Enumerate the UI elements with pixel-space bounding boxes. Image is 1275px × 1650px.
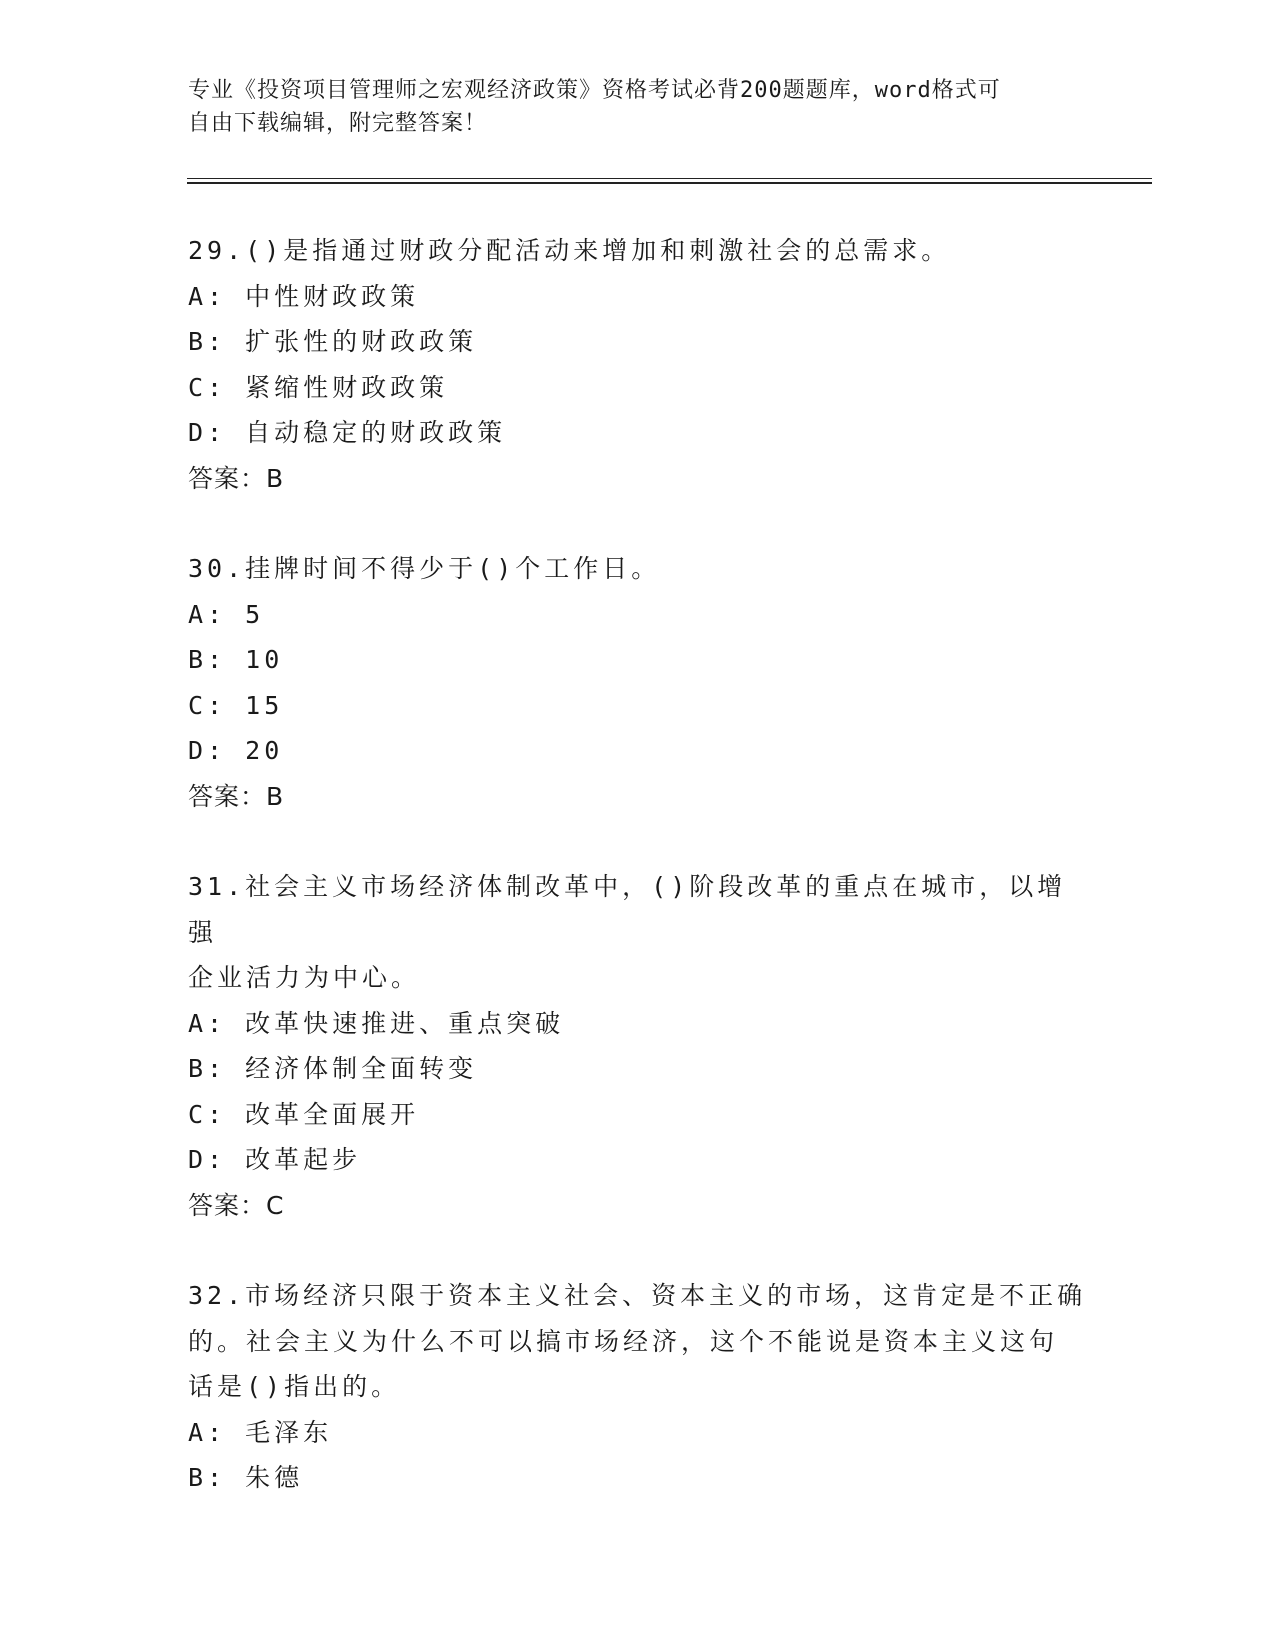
answer-key: 答案：B: [188, 781, 285, 811]
question-stem: 的。社会主义为什么不可以搞市场经济，这个不能说是资本主义这句: [188, 1326, 1059, 1356]
question-stem: 话是()指出的。: [188, 1372, 401, 1401]
answer-option: D: 改革起步: [188, 1145, 362, 1174]
header-line-1: 专业《投资项目管理师之宏观经济政策》资格考试必背200题题库，word格式可: [188, 78, 1001, 103]
question-block: [188, 1273, 1088, 1501]
answer-option: A: 毛泽东: [188, 1417, 333, 1447]
question-list: [188, 228, 1088, 1546]
question-stem: 29.()是指通过财政分配活动来增加和刺激社会的总需求。: [188, 236, 951, 265]
answer-option: D: 20: [188, 736, 284, 765]
question-stem: 32.市场经济只限于资本主义社会、资本主义的市场，这肯定是不正确: [188, 1281, 1087, 1310]
answer-option: C: 改革全面展开: [188, 1099, 420, 1129]
answer-option: D: 自动稳定的财政政策: [188, 418, 507, 447]
question-stem: 企业活力为中心。: [188, 963, 421, 992]
question-stem: 31.社会主义市场经济体制改革中，()阶段改革的重点在城市，以增强: [188, 872, 1067, 947]
question-block: [188, 546, 1088, 819]
answer-option: B: 扩张性的财政政策: [188, 327, 478, 356]
answer-key: 答案：C: [188, 1190, 285, 1220]
header-line-2: 自由下载编辑，附完整答案！: [188, 111, 488, 136]
answer-option: A: 中性财政政策: [188, 281, 420, 311]
answer-option: C: 15: [188, 690, 284, 720]
answer-option: C: 紧缩性财政政策: [188, 372, 449, 402]
answer-option: A: 5: [188, 599, 265, 629]
question-stem: 30.挂牌时间不得少于()个工作日。: [188, 554, 661, 583]
question-block: [188, 864, 1088, 1228]
answer-option: B: 朱德: [188, 1463, 304, 1492]
header-divider-top: [187, 178, 1152, 179]
answer-key: 答案：B: [188, 463, 285, 493]
header-divider-bottom: [187, 182, 1152, 184]
document-header: [188, 74, 1068, 140]
answer-option: A: 改革快速推进、重点突破: [188, 1008, 565, 1038]
question-block: [188, 228, 1088, 501]
answer-option: B: 10: [188, 645, 284, 674]
answer-option: B: 经济体制全面转变: [188, 1054, 478, 1083]
